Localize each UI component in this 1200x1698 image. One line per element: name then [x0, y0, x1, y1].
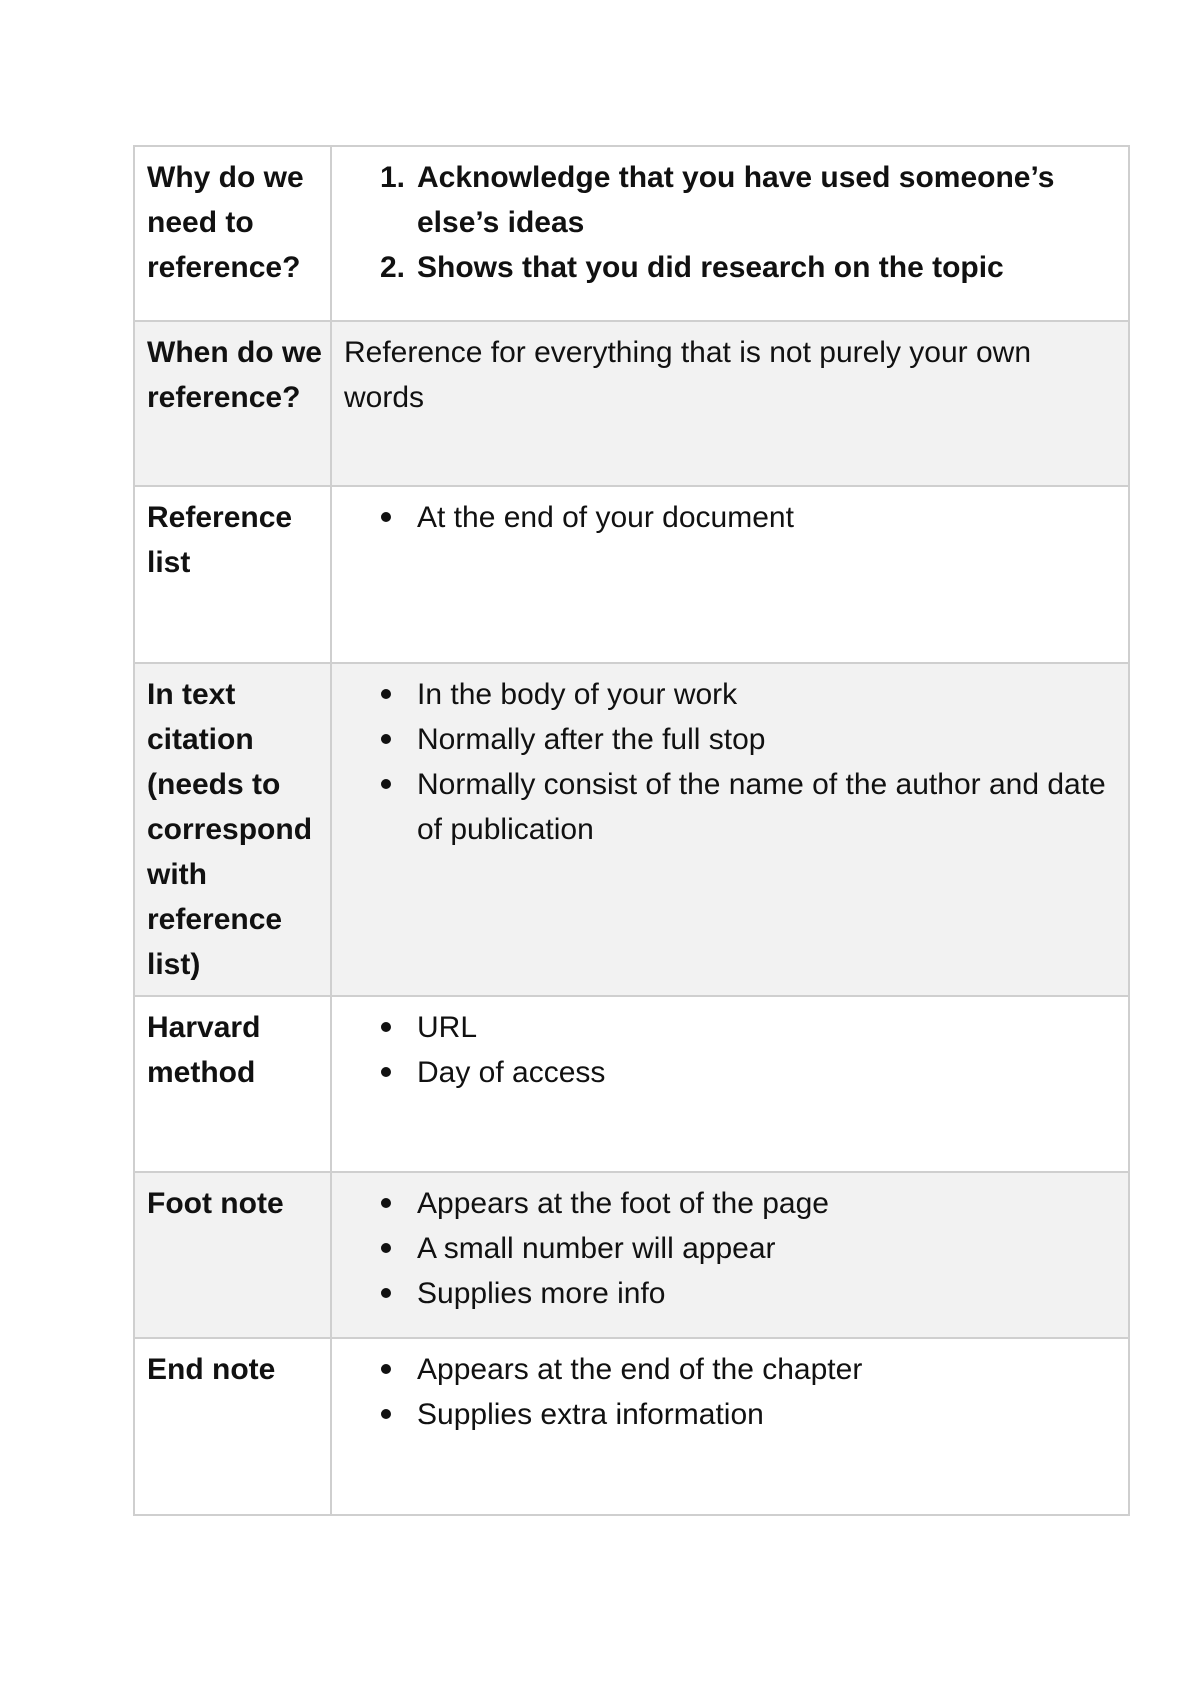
table-row-reference-list — [134, 486, 1129, 663]
term-cell: End note — [134, 1338, 331, 1515]
list-item: Normally consist of the name of the author and date of publication — [344, 762, 1116, 852]
bullet-list — [344, 1181, 1116, 1316]
list-item: Normally after the full stop — [344, 717, 1116, 762]
list-item: In the body of your work — [344, 672, 1116, 717]
list-item: A small number will appear — [344, 1226, 1116, 1271]
list-item: 2. Shows that you did research on the topic — [344, 245, 1116, 290]
bullet-icon — [381, 689, 391, 699]
bullet-list — [344, 1347, 1116, 1437]
list-item: Day of access — [344, 1050, 1116, 1095]
list-item: Appears at the end of the chapter — [344, 1347, 1116, 1392]
term-cell: In text citation (needs to correspond with reference list) — [134, 663, 331, 996]
list-item: Supplies more info — [344, 1271, 1116, 1316]
bullet-list — [344, 1005, 1116, 1095]
term-cell: Why do we need to reference? — [134, 146, 331, 321]
bullet-icon — [381, 1409, 391, 1419]
table-row-in-text-citation — [134, 663, 1129, 996]
table-row-harvard-method — [134, 996, 1129, 1172]
table-row-when-reference — [134, 321, 1129, 486]
description-cell — [331, 146, 1129, 321]
referencing-table — [133, 145, 1130, 1516]
description-cell — [331, 996, 1129, 1172]
description-cell — [331, 486, 1129, 663]
bullet-icon — [381, 1022, 391, 1032]
bullet-icon — [381, 512, 391, 522]
bullet-icon — [381, 1288, 391, 1298]
description-text: Reference for everything that is not purely your own words — [344, 336, 1032, 414]
bullet-icon — [381, 1243, 391, 1253]
description-cell — [331, 1172, 1129, 1338]
bullet-icon — [381, 779, 391, 789]
list-item: Appears at the foot of the page — [344, 1181, 1116, 1226]
list-item: Supplies extra information — [344, 1392, 1116, 1437]
table-row-foot-note — [134, 1172, 1129, 1338]
bullet-list — [344, 495, 1116, 540]
numbered-list — [344, 155, 1116, 290]
list-number: 2. — [380, 251, 406, 284]
bullet-icon — [381, 1067, 391, 1077]
term-cell: Reference list — [134, 486, 331, 663]
description-cell — [331, 1338, 1129, 1515]
description-cell — [331, 663, 1129, 996]
list-item: 1. Acknowledge that you have used someone’s else’s ideas — [344, 155, 1116, 245]
table-row-why-reference — [134, 146, 1129, 321]
table-row-end-note — [134, 1338, 1129, 1515]
bullet-icon — [381, 734, 391, 744]
bullet-list — [344, 672, 1116, 852]
list-item: At the end of your document — [344, 495, 1116, 540]
list-number: 1. — [380, 161, 406, 194]
description-cell — [331, 321, 1129, 486]
list-item: URL — [344, 1005, 1116, 1050]
bullet-icon — [381, 1198, 391, 1208]
term-cell: When do we reference? — [134, 321, 331, 486]
term-cell: Foot note — [134, 1172, 331, 1338]
bullet-icon — [381, 1364, 391, 1374]
term-cell: Harvard method — [134, 996, 331, 1172]
